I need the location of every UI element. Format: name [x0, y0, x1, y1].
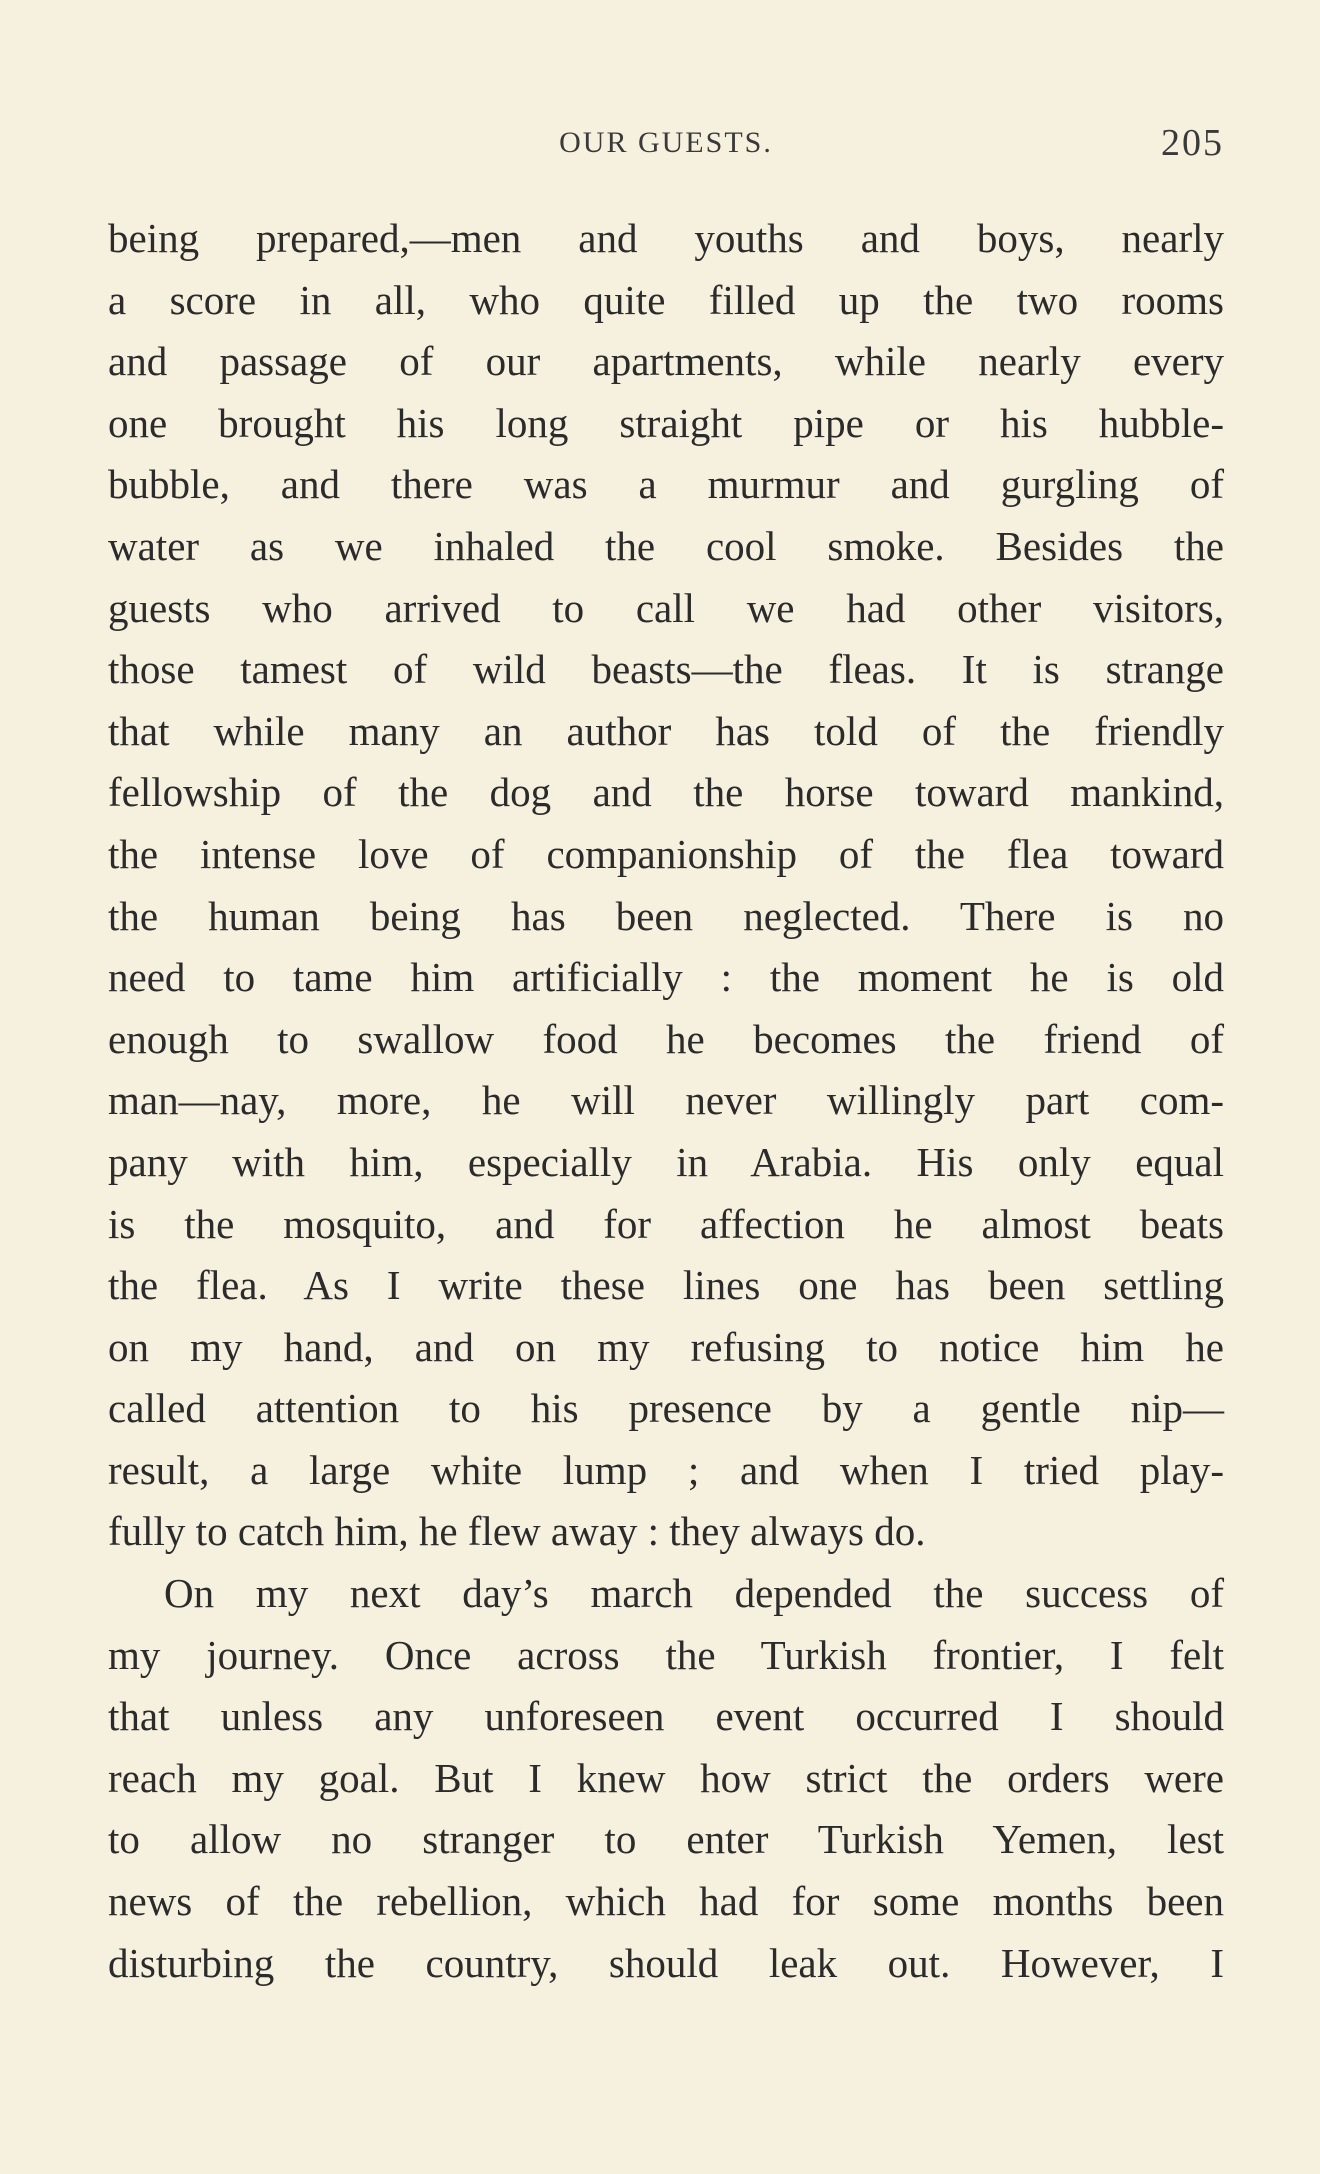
text-line: On my next day’s march depended the success of	[164, 1570, 1224, 1617]
text-line: guests who arrived to call we had other visitors,	[108, 584, 1224, 631]
text-line: one brought his long straight pipe or his hubble-	[108, 399, 1224, 446]
text-line: that unless any unforeseen event occurred I should	[108, 1693, 1224, 1740]
text-line: fully to catch him, he flew away : they always do.	[108, 1508, 926, 1555]
text-line: my journey. Once across the Turkish frontier, I felt	[108, 1631, 1224, 1678]
text-line: called attention to his presence by a gentle nip—	[108, 1385, 1224, 1432]
text-line: being prepared,—men and youths and boys, nearly	[108, 215, 1224, 261]
text-line: need to tame him artificially : the moment he is old	[108, 954, 1224, 1001]
paragraph-1	[108, 208, 1224, 1563]
text-line: fellowship of the dog and the horse toward mankind,	[108, 769, 1224, 816]
text-line: man—nay, more, he will never willingly part com-	[108, 1077, 1224, 1124]
text-line: the human being has been neglected. There is no	[108, 892, 1224, 939]
text-line: to allow no stranger to enter Turkish Yemen, lest	[108, 1816, 1224, 1863]
body-text	[108, 208, 1224, 1994]
text-line: those tamest of wild beasts—the fleas. It is strange	[108, 646, 1224, 693]
text-line: the intense love of companionship of the flea toward	[108, 830, 1224, 877]
text-line: a score in all, who quite filled up the two rooms	[108, 276, 1224, 323]
text-line: news of the rebellion, which had for some months been	[108, 1878, 1224, 1925]
text-line: water as we inhaled the cool smoke. Besides the	[108, 522, 1224, 569]
running-head	[108, 118, 1224, 168]
text-line: result, a large white lump ; and when I tried play-	[108, 1446, 1224, 1493]
text-line: bubble, and there was a murmur and gurgling of	[108, 461, 1224, 508]
text-line: pany with him, especially in Arabia. His only equal	[108, 1138, 1224, 1185]
text-line: disturbing the country, should leak out. However, I	[108, 1939, 1224, 1986]
paragraph-2	[108, 1563, 1224, 1994]
running-title: OUR GUESTS.	[559, 126, 773, 159]
text-line: the flea. As I write these lines one has been settling	[108, 1262, 1224, 1309]
text-line: and passage of our apartments, while nearly every	[108, 338, 1224, 385]
page-number: 205	[1161, 122, 1224, 164]
text-line: on my hand, and on my refusing to notice him he	[108, 1323, 1224, 1370]
text-line: reach my goal. But I knew how strict the orders were	[108, 1754, 1224, 1801]
text-line: is the mosquito, and for affection he almost beats	[108, 1200, 1224, 1247]
text-line: enough to swallow food he becomes the friend of	[108, 1015, 1224, 1062]
text-line: that while many an author has told of the friendly	[108, 707, 1224, 754]
